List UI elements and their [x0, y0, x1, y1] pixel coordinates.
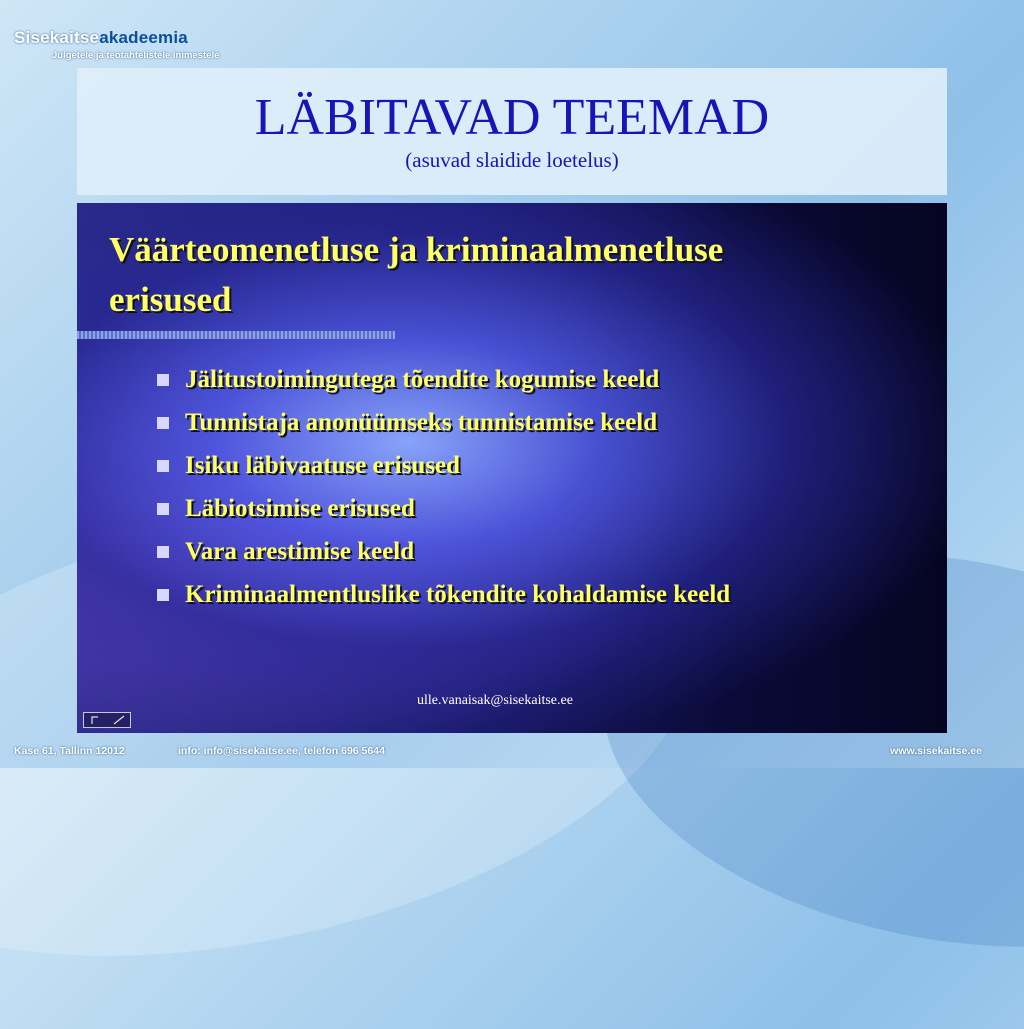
- slide-nav-button[interactable]: [83, 712, 131, 728]
- list-item-text: Vara arestimise keeld: [185, 538, 415, 565]
- list-item-text: Tunnistaja anonüümseks tunnistamise keeld: [185, 409, 658, 436]
- author-email: ulle.vanaisak@sisekaitse.ee: [417, 693, 573, 708]
- logo-text-secondary: akadeemia: [99, 28, 188, 47]
- embedded-slide: [77, 203, 947, 733]
- square-bullet-icon: [157, 589, 169, 601]
- list-item: [155, 578, 835, 611]
- list-item: [155, 363, 835, 396]
- square-bullet-icon: [157, 460, 169, 472]
- page-title: LÄBITAVAD TEEMAD: [254, 89, 770, 146]
- list-item: [155, 449, 835, 482]
- logo-text-primary: Sisekaitse: [14, 28, 100, 47]
- square-bullet-icon: [157, 546, 169, 558]
- footer-contact: info: info@sisekaitse.ee, telefon 696 5644: [178, 745, 385, 757]
- title-panel: [77, 68, 947, 195]
- list-item: [155, 535, 835, 568]
- list-item-text: Jälitustoimingutega tõendite kogumise keeld: [185, 366, 660, 393]
- footer-address: Kase 61, Tallinn 12012: [14, 745, 125, 757]
- list-item-text: Isiku läbivaatuse erisused: [185, 452, 461, 479]
- nav-arrow-icon: [84, 713, 130, 727]
- square-bullet-icon: [157, 374, 169, 386]
- page-subtitle: (asuvad slaidide loetelus): [405, 148, 619, 172]
- logo-tagline: Julgetele ja teotahtelistele inimestele: [52, 50, 220, 61]
- list-item-text: Läbiotsimise erisused: [185, 495, 415, 522]
- title-divider: [77, 331, 395, 339]
- list-item-text: Kriminaalmentluslike tõkendite kohaldamise keeld: [185, 581, 731, 608]
- square-bullet-icon: [157, 417, 169, 429]
- logo: [14, 28, 220, 61]
- square-bullet-icon: [157, 503, 169, 515]
- list-item: [155, 492, 835, 525]
- footer-website[interactable]: www.sisekaitse.ee: [890, 745, 982, 757]
- slide-title: Väärteomenetluse ja kriminaalmenetluse erisused: [109, 230, 724, 319]
- list-item: [155, 406, 835, 439]
- bullet-list: [155, 363, 835, 621]
